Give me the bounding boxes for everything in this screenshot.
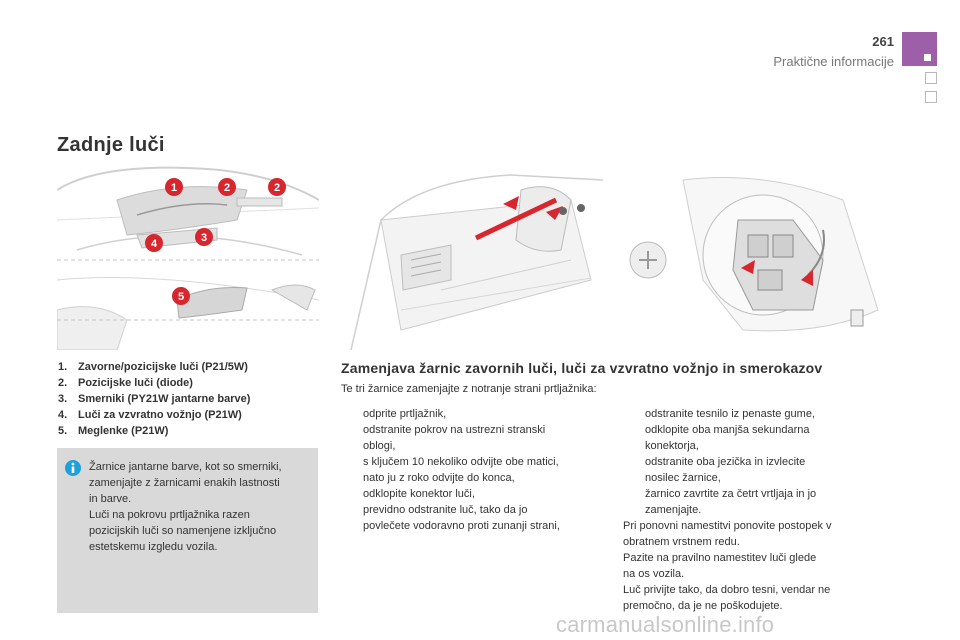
list-item: 2. Pozicijske luči (diode): [58, 377, 193, 389]
list-item: odstranite pokrov na ustrezni stranski oblogi,: [363, 424, 546, 452]
list-item: odstranite tesnilo iz penaste gume,: [645, 408, 815, 420]
parts-list: [58, 359, 320, 439]
list-item: s ključem 10 nekoliko odvijte obe matici, nato ju z roko odvijte do konca,: [363, 456, 559, 484]
callout-4: 4: [150, 238, 158, 250]
watermark: carmanualsonline.info: [556, 612, 775, 637]
rear-lights-illustration: [57, 160, 319, 350]
info-text: Žarnice jantarne barve, kot so smerniki, zamenjajte z žarnicami enakih lastnosti in barve. Luči na pokrovu prtljažnika razen pozicijskih luči so namenjene izključno estetskemu izgledu vozila.: [89, 461, 282, 553]
section-subheading: Zamenjava žarnic zavornih luči, luči za vzvratno vožnjo in smerokazov: [341, 360, 823, 376]
trunk-interior-illustration: [341, 160, 603, 350]
closing-text: Pri ponovni namestitvi ponovite postopek v obratnem vrstnem redu. Pazite na pravilno namestitev luči glede na os vozila. Luč privijte tako, da dobro tesni, vendar ne premočno, da je ne poškodujete.: [623, 520, 832, 612]
info-icon: [65, 460, 81, 476]
callout-5: 5: [177, 291, 185, 303]
steps-right: [623, 406, 893, 518]
list-item: odklopite oba manjša sekundarna konektorja,: [645, 424, 810, 452]
page-heading: Zadnje luči: [57, 134, 165, 156]
callout-2: 2: [223, 182, 231, 194]
callout-2-second: 2: [273, 182, 281, 194]
section-title: Praktične informacije: [773, 54, 894, 69]
list-item: odstranite oba jezička in izvlecite nosilec žarnice,: [645, 456, 806, 484]
list-item: žarnico zavrtite za četrt vrtljaja in jo zamenjajte.: [645, 488, 817, 516]
chapter-tab: [925, 91, 937, 103]
intro-text: Te tri žarnice zamenjajte z notranje strani prtljažnika:: [341, 383, 597, 395]
list-item: previdno odstranite luč, tako da jo povlečete vodoravno proti zunanji strani,: [363, 504, 560, 532]
lamp-unit-illustration: [623, 160, 885, 350]
list-item: odprite prtljažnik,: [363, 408, 447, 420]
chapter-tab: [925, 72, 937, 84]
steps-left: [341, 406, 601, 534]
list-item: 3. Smerniki (PY21W jantarne barve): [58, 393, 251, 405]
list-item: 4. Luči za vzvratno vožnjo (P21W): [58, 409, 242, 421]
list-item: odklopite konektor luči,: [363, 488, 475, 500]
callout-1: 1: [170, 182, 178, 194]
list-item: 1. Zavorne/pozicijske luči (P21/5W): [58, 361, 248, 373]
list-item: 5. Meglenke (P21W): [58, 425, 169, 437]
info-box: [57, 448, 318, 613]
chapter-tab-active: [902, 32, 937, 66]
callout-3: 3: [200, 232, 208, 244]
page-number: 261: [872, 34, 894, 49]
